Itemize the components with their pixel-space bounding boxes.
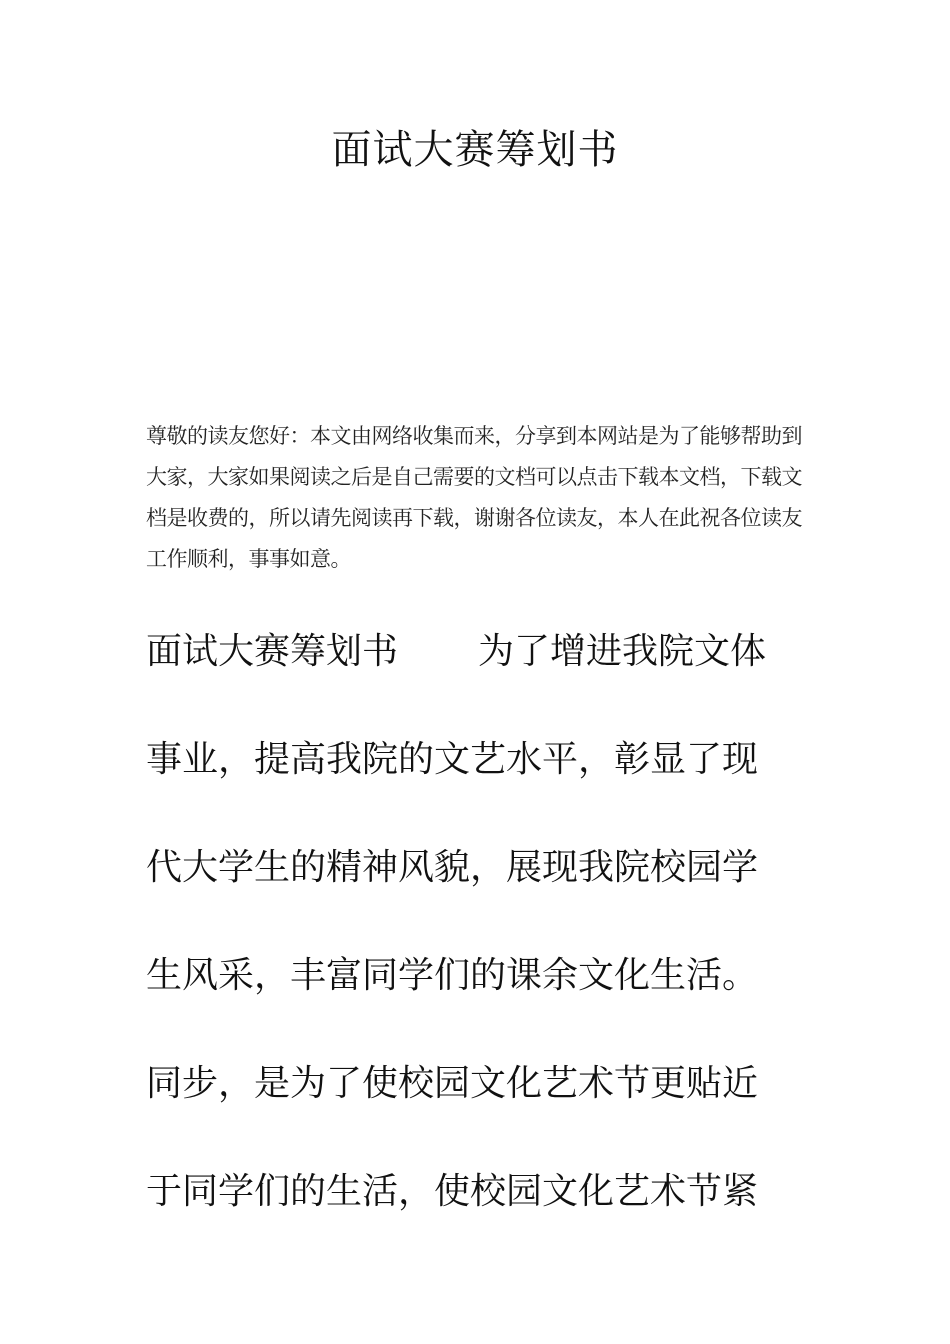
body-line-2: 事业，提高我院的文艺水平，彰显了现 [146, 739, 759, 780]
document-title: 面试大赛筹划书 [331, 127, 619, 173]
body-line-5: 同步，是为了使校园文化艺术节更贴近 [146, 1063, 759, 1104]
body-text-1: 为了增进我院文体 [478, 631, 767, 672]
reader-notice: 尊敬的读友您好：本文由网络收集而来，分享到本网站是为了能够帮助到大家，大家如果阅读之后是自己需要的文档可以点击下载本文档，下载文档是收费的，所以请先阅读再下载，谢谢各位读友，本人在此祝各位读友工作顺利，事事如意。 [146, 424, 802, 571]
body-line-4: 生风采，丰富同学们的课余文化生活。 [146, 955, 759, 996]
body-line-1 [146, 624, 816, 680]
inline-heading: 面试大赛筹划书 [146, 631, 399, 672]
body-line-3: 代大学生的精神风貌，展现我院校园学 [146, 847, 759, 888]
body-line-6: 于同学们的生活，使校园文化艺术节紧 [146, 1171, 759, 1212]
